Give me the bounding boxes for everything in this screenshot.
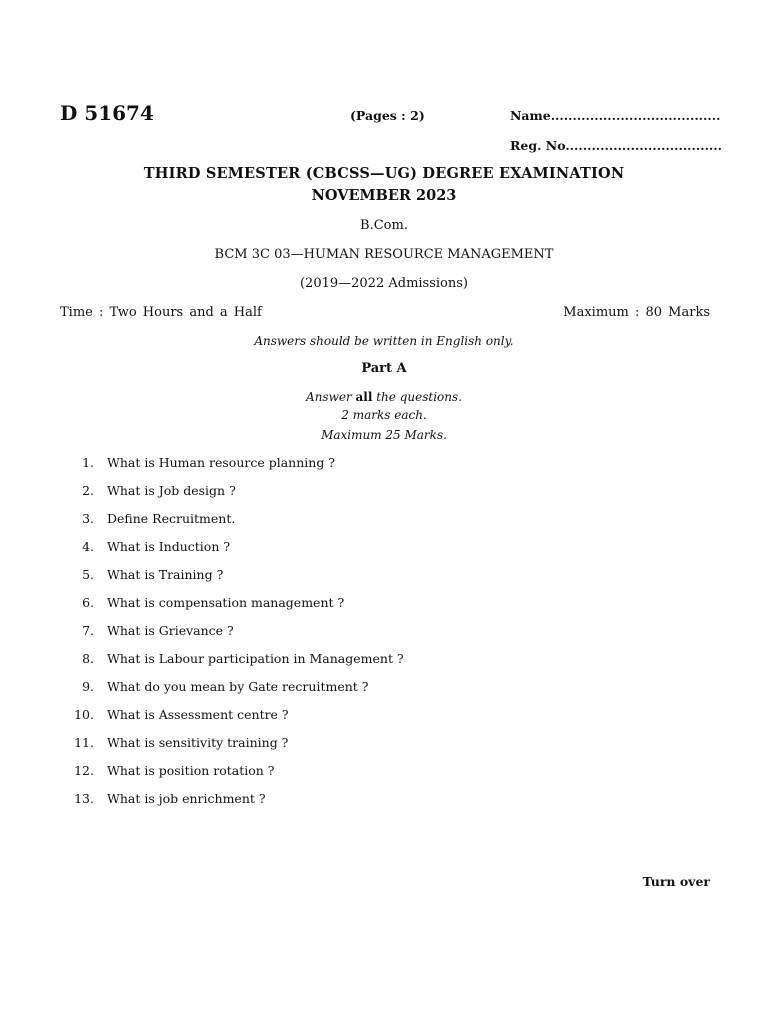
instruction-bold: all xyxy=(355,390,373,404)
question-item xyxy=(60,735,404,763)
question-item xyxy=(60,595,404,623)
paper-code: D 51674 xyxy=(60,101,154,125)
question-number: 6. xyxy=(82,595,94,610)
question-number: 5. xyxy=(82,567,94,582)
question-number: 9. xyxy=(82,679,94,694)
question-item xyxy=(60,791,404,819)
question-text: What is sensitivity training ? xyxy=(107,735,289,750)
question-item xyxy=(60,455,404,483)
language-instruction: Answers should be written in English only. xyxy=(254,334,514,348)
question-text: What is Job design ? xyxy=(107,483,236,498)
question-number: 7. xyxy=(82,623,94,638)
question-item xyxy=(60,567,404,595)
course-name: B.Com. xyxy=(360,218,408,233)
question-item xyxy=(60,707,404,735)
question-text: What do you mean by Gate recruitment ? xyxy=(107,679,369,694)
question-number: 12. xyxy=(74,763,94,778)
instruction-pre: Answer xyxy=(306,390,356,404)
question-list xyxy=(60,455,404,819)
question-number: 8. xyxy=(82,651,94,666)
question-text: What is Human resource planning ? xyxy=(107,455,336,470)
part-a-title: Part A xyxy=(361,361,407,376)
time-allowed: Time : Two Hours and a Half xyxy=(60,305,262,320)
question-text: What is position rotation ? xyxy=(107,763,275,778)
question-item xyxy=(60,483,404,511)
question-item xyxy=(60,511,404,539)
question-text: What is compensation management ? xyxy=(107,595,345,610)
page-count: (Pages : 2) xyxy=(350,108,425,123)
instruction-post: the questions. xyxy=(372,390,462,404)
question-item xyxy=(60,679,404,707)
admissions-years: (2019—2022 Admissions) xyxy=(299,276,468,291)
question-number: 1. xyxy=(82,455,94,470)
question-text: What is Induction ? xyxy=(107,539,231,554)
question-number: 2. xyxy=(82,483,94,498)
question-item xyxy=(60,623,404,651)
turn-over-note: Turn over xyxy=(642,874,710,889)
maximum-marks: Maximum : 80 Marks xyxy=(563,305,710,320)
subject-name: BCM 3C 03—HUMAN RESOURCE MANAGEMENT xyxy=(214,247,554,262)
question-number: 13. xyxy=(74,791,94,806)
question-text: What is Grievance ? xyxy=(107,623,234,638)
part-a-marks-each: 2 marks each. xyxy=(341,408,427,422)
name-field-label: Name....................................... xyxy=(510,108,721,123)
question-number: 10. xyxy=(74,707,94,722)
question-item xyxy=(60,651,404,679)
question-text: What is Labour participation in Management ? xyxy=(107,651,404,666)
part-a-instruction xyxy=(0,390,768,404)
reg-no-field-label: Reg. No.................................... xyxy=(510,138,722,153)
question-number: 3. xyxy=(82,511,94,526)
question-text: What is job enrichment ? xyxy=(107,791,266,806)
exam-session: NOVEMBER 2023 xyxy=(311,187,457,204)
question-text: What is Assessment centre ? xyxy=(107,707,289,722)
question-item xyxy=(60,763,404,791)
question-number: 4. xyxy=(82,539,94,554)
exam-title: THIRD SEMESTER (CBCSS—UG) DEGREE EXAMINATION xyxy=(143,165,625,182)
question-text: Define Recruitment. xyxy=(107,511,236,526)
part-a-maximum: Maximum 25 Marks. xyxy=(321,428,447,442)
question-item xyxy=(60,539,404,567)
question-text: What is Training ? xyxy=(107,567,224,582)
question-number: 11. xyxy=(74,735,94,750)
